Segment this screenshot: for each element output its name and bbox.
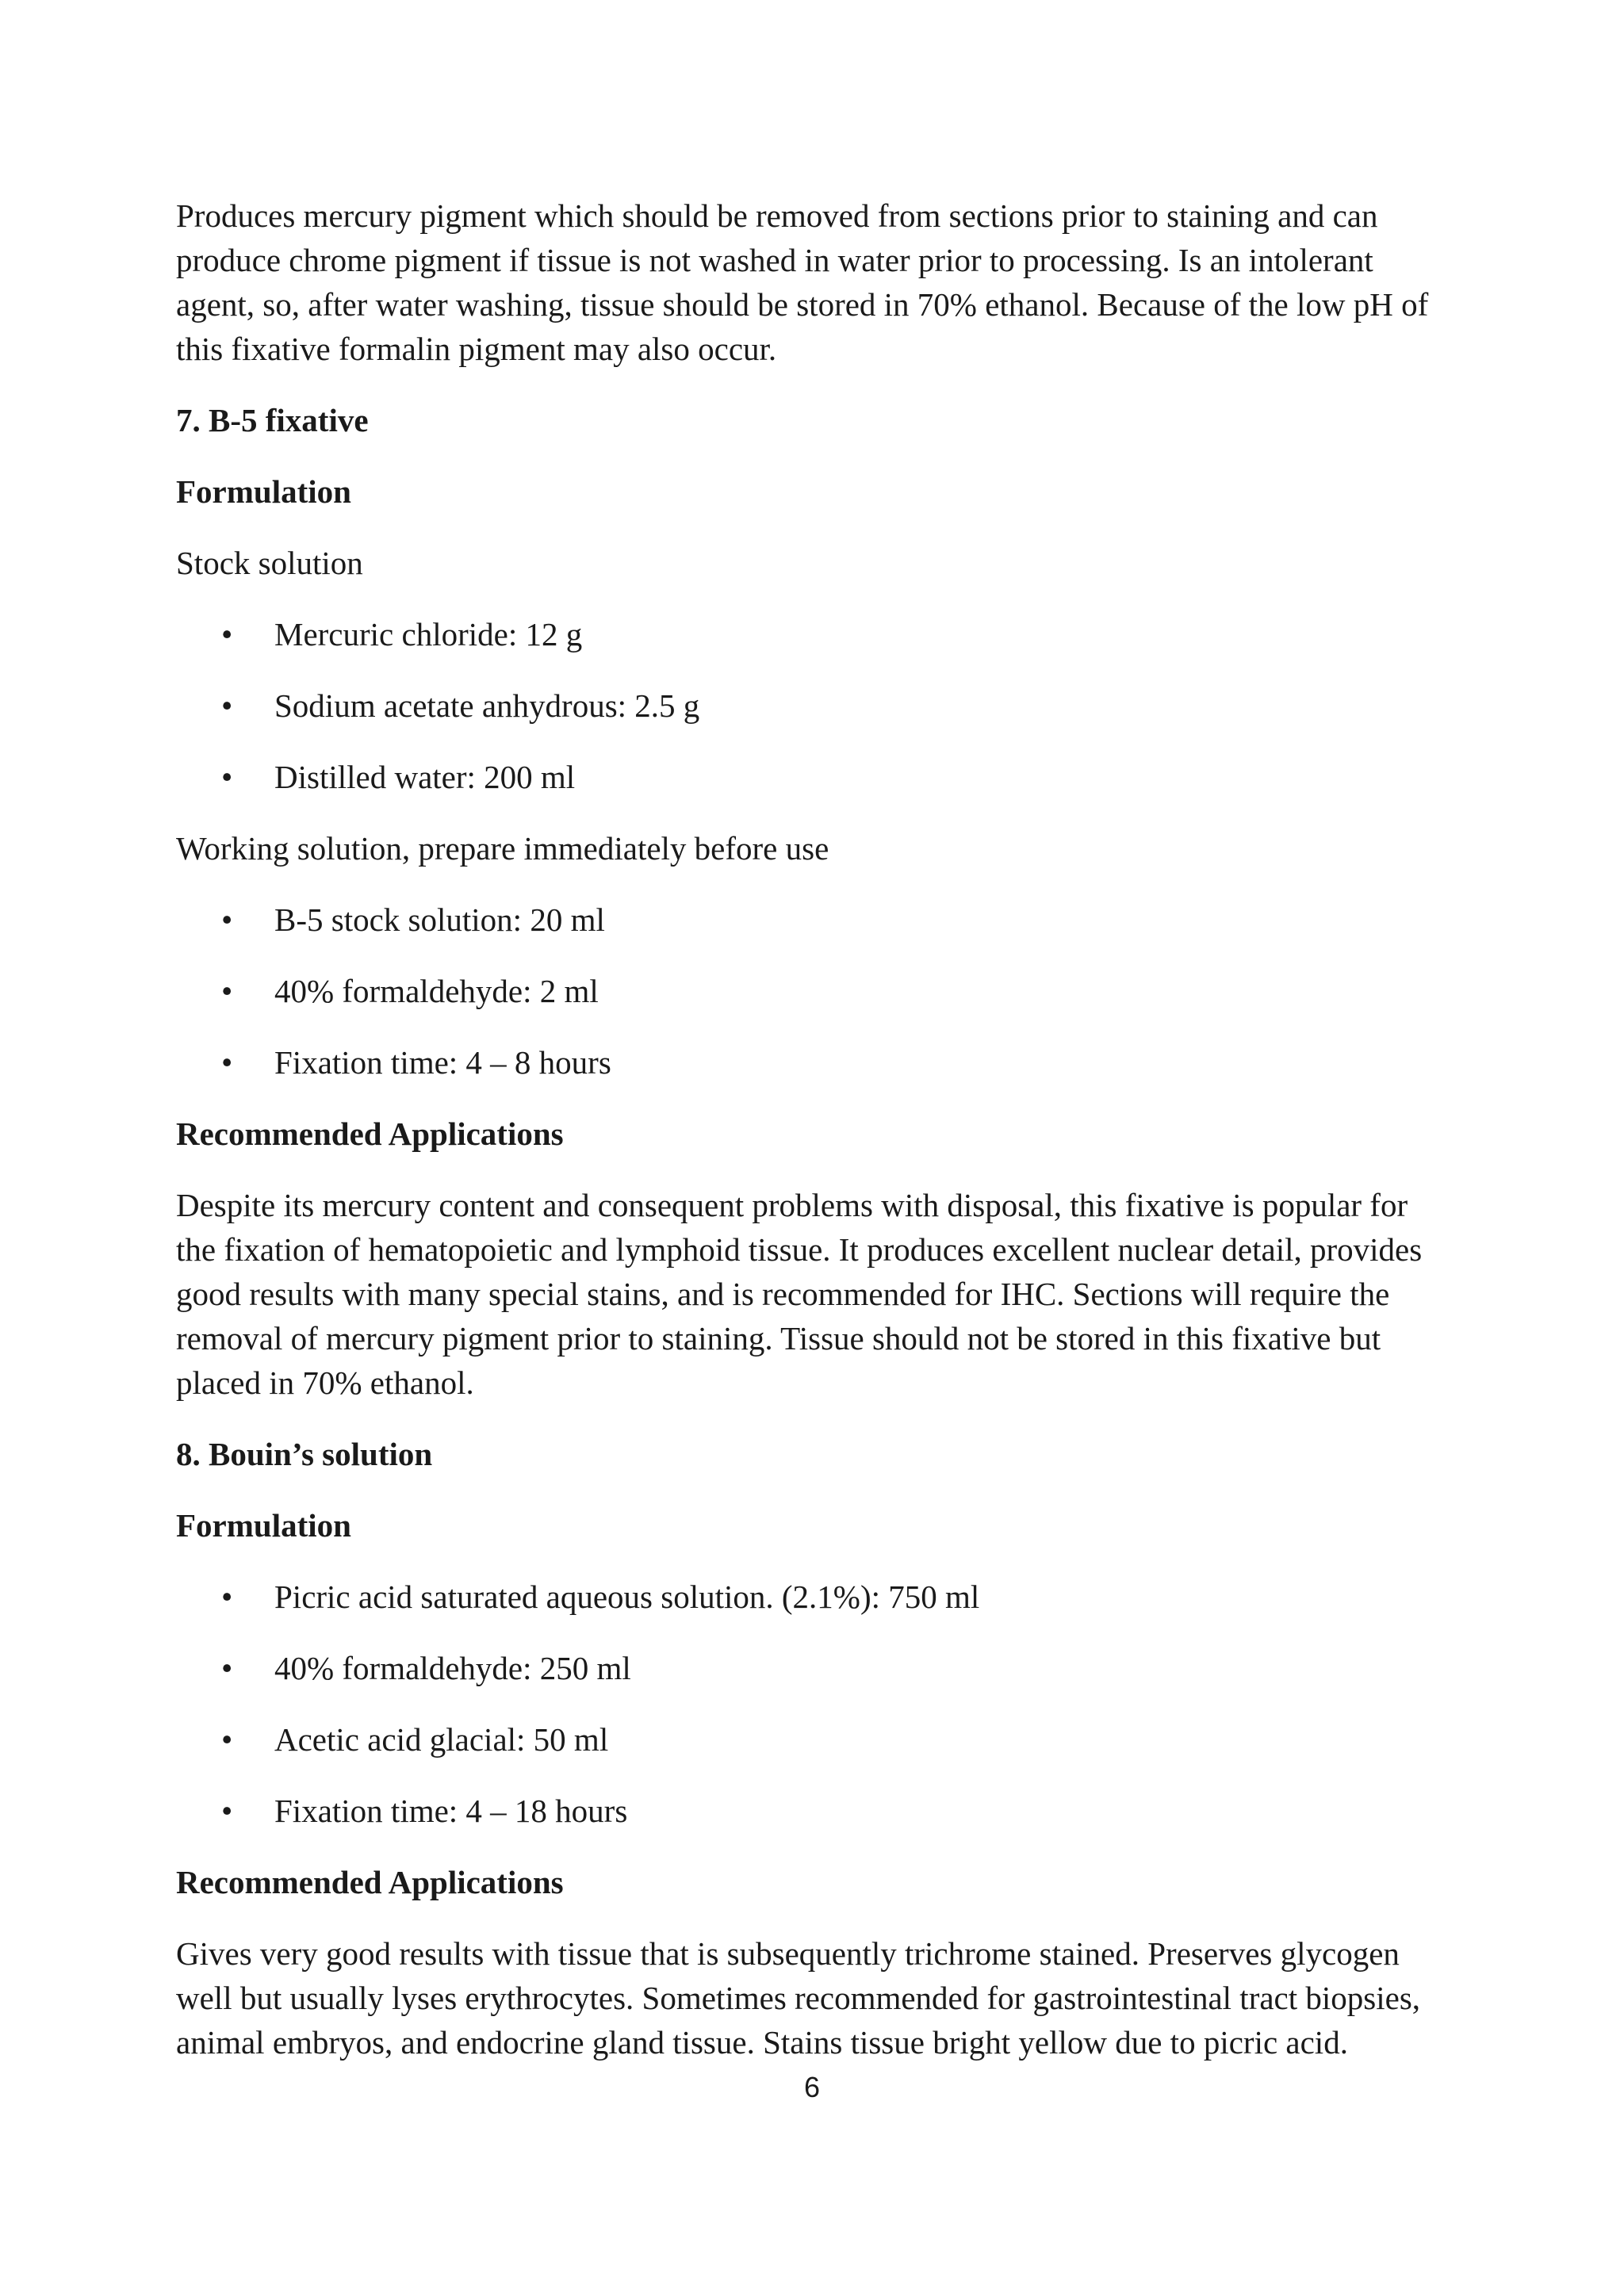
applications-paragraph-b5: Despite its mercury content and consequent problems with disposal, this fixative is popular for the fixation of hematopoietic and lymphoid tissue. It produces excellent nuclear detail, provides good results with many special stains, and is recommended for IHC. Sections will require the removal of mercury pigment prior to staining. Tissue should not be stored in this fixative but placed in 70% ethanol. [176,1187,1423,1401]
section-title-b5: 7. B-5 fixative [176,402,369,438]
working-solution-label: Working solution, prepare immediately before use [176,830,829,867]
bullet-icon: • [221,687,233,724]
stock-solution-label: Stock solution [176,545,363,581]
bullet-icon: • [221,1793,233,1829]
working-solution-list [176,897,1454,1085]
formulation-heading-b5: Formulation [176,473,351,510]
list-item: • B-5 stock solution: 20 ml [176,897,1454,942]
bullet-icon: • [221,1578,233,1615]
applications-paragraph-bouin: Gives very good results with tissue that is subsequently trichrome stained. Preserves glycogen well but usually lyses erythrocytes. Sometimes recommended for gastrointestinal tract biopsies, animal embryos, and endocrine gland tissue. Stains tissue bright yellow due to picric acid. [176,1935,1421,2061]
page-number: 6 [803,2071,821,2103]
bullet-icon: • [221,973,233,1009]
bullet-icon: • [221,901,233,938]
list-item: • 40% formaldehyde: 2 ml [176,969,1454,1013]
list-item: • 40% formaldehyde: 250 ml [176,1646,1454,1690]
list-item: • Fixation time: 4 – 18 hours [176,1789,1454,1833]
applications-heading-bouin: Recommended Applications [176,1864,564,1900]
applications-heading-b5: Recommended Applications [176,1115,564,1152]
list-item: • Mercuric chloride: 12 g [176,612,1454,656]
section-title-bouin: 8. Bouin’s solution [176,1436,433,1472]
stock-solution-list [176,612,1454,799]
list-item: • Acetic acid glacial: 50 ml [176,1717,1454,1762]
bouin-formulation-list [176,1575,1454,1833]
intro-paragraph: Produces mercury pigment which should be removed from sections prior to staining and can produce chrome pigment if tissue is not washed in water prior to processing. Is an intolerant agent, so, after water washing, tissue should be stored in 70% ethanol. Because of the low pH of this fixative formalin pigment may also occur. [176,197,1429,367]
formulation-heading-bouin: Formulation [176,1507,351,1544]
bullet-icon: • [221,616,233,652]
list-item: • Sodium acetate anhydrous: 2.5 g [176,683,1454,728]
bullet-icon: • [221,1044,233,1081]
list-item: • Picric acid saturated aqueous solution. (2.1%): 750 ml [176,1575,1454,1619]
bullet-icon: • [221,1650,233,1686]
bullet-icon: • [221,759,233,795]
document-body [176,193,1454,2091]
list-item: • Distilled water: 200 ml [176,755,1454,799]
list-item: • Fixation time: 4 – 8 hours [176,1040,1454,1085]
bullet-icon: • [221,1721,233,1758]
